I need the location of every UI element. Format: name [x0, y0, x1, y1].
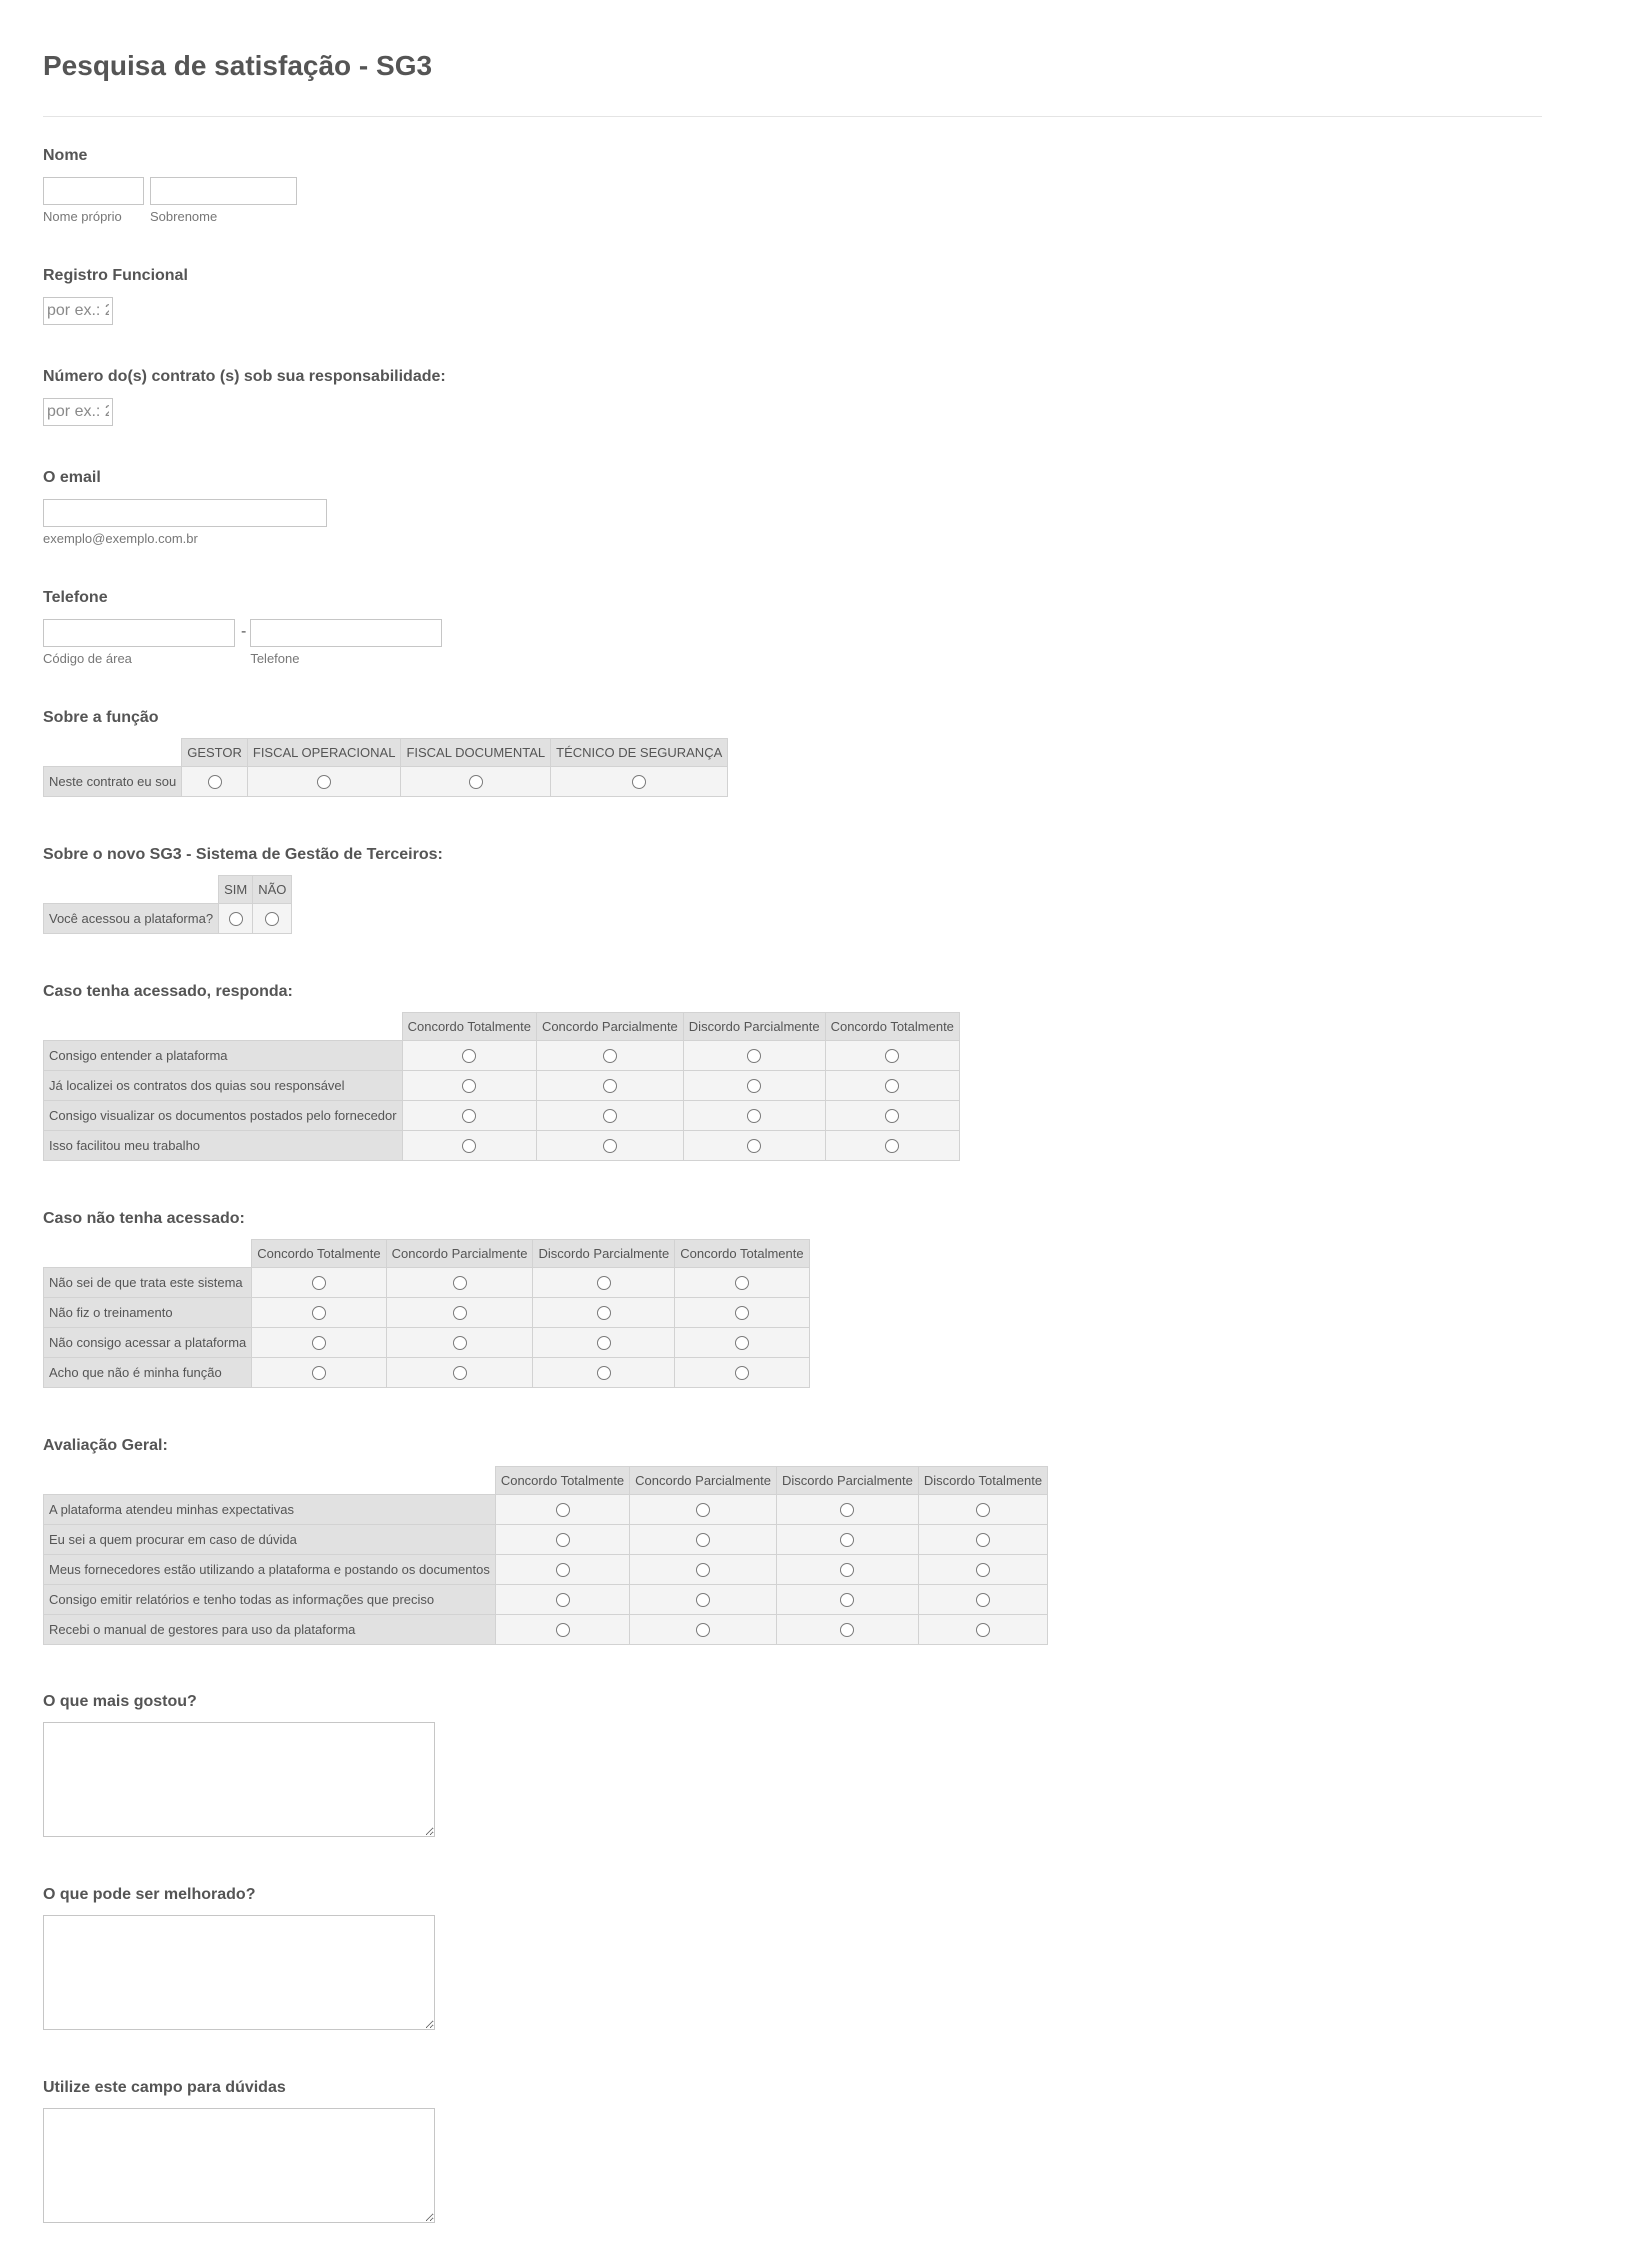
- radio-button[interactable]: [462, 1049, 476, 1063]
- matrix-row-label: Recebi o manual de gestores para uso da plataforma: [44, 1615, 496, 1645]
- question-telefone: [43, 588, 1585, 666]
- matrix-cell: [252, 1328, 386, 1358]
- matrix-cell: [253, 904, 292, 934]
- matrix-cell: [536, 1101, 683, 1131]
- radio-button[interactable]: [453, 1366, 467, 1380]
- matrix-corner: [44, 1240, 252, 1268]
- matrix-cell: [401, 767, 551, 797]
- matrix-cell: [533, 1268, 675, 1298]
- matrix-row: [44, 1555, 1048, 1585]
- question-label: Caso tenha acessado, responda:: [43, 983, 293, 1000]
- matrix-cell: [918, 1555, 1047, 1585]
- question-label: Sobre o novo SG3 - Sistema de Gestão de Terceiros:: [43, 846, 443, 863]
- question-nao-acessado: [43, 1209, 1585, 1388]
- matrix-row-label: Isso facilitou meu trabalho: [44, 1131, 403, 1161]
- matrix-corner: [44, 1467, 496, 1495]
- matrix-column-header: Concordo Parcialmente: [386, 1240, 533, 1268]
- radio-button[interactable]: [976, 1563, 990, 1577]
- question-label: Nome: [43, 147, 88, 164]
- matrix-cell: [402, 1071, 536, 1101]
- phone-row: [43, 619, 1585, 666]
- radio-button[interactable]: [312, 1366, 326, 1380]
- radio-button[interactable]: [632, 775, 646, 789]
- matrix-cell: [536, 1071, 683, 1101]
- first-name-sublabel: Nome próprio: [43, 209, 122, 224]
- registro-input[interactable]: [43, 297, 113, 325]
- matrix-corner: [44, 876, 219, 904]
- matrix-cell: [386, 1268, 533, 1298]
- radio-button[interactable]: [735, 1366, 749, 1380]
- radio-button[interactable]: [603, 1049, 617, 1063]
- radio-button[interactable]: [885, 1049, 899, 1063]
- matrix-row-label: Neste contrato eu sou: [44, 767, 182, 797]
- matrix-cell: [777, 1555, 919, 1585]
- matrix-row-label: Consigo visualizar os documentos postados pelo fornecedor: [44, 1101, 403, 1131]
- duvidas-textarea[interactable]: [43, 2108, 435, 2223]
- question-contrato: [43, 367, 1585, 426]
- registro-group: [43, 297, 113, 325]
- radio-button[interactable]: [462, 1139, 476, 1153]
- matrix-cell: [825, 1041, 959, 1071]
- radio-button[interactable]: [597, 1276, 611, 1290]
- matrix-row: [44, 1495, 1048, 1525]
- matrix-column-header: TÉCNICO DE SEGURANÇA: [551, 739, 728, 767]
- radio-button[interactable]: [469, 775, 483, 789]
- matrix-column-header: Discordo Totalmente: [918, 1467, 1047, 1495]
- question-acessado: [43, 982, 1585, 1161]
- matrix-row: [44, 1298, 810, 1328]
- matrix-cell: [683, 1131, 825, 1161]
- matrix-column-header: FISCAL DOCUMENTAL: [401, 739, 551, 767]
- matrix-row: [44, 1041, 960, 1071]
- question-label: Avaliação Geral:: [43, 1437, 168, 1454]
- matrix-row-label: Já localizei os contratos dos quias sou responsável: [44, 1071, 403, 1101]
- question-melhorado: [43, 1885, 1585, 2030]
- question-label: Utilize este campo para dúvidas: [43, 2079, 286, 2096]
- last-name-sublabel: Sobrenome: [150, 209, 218, 224]
- contrato-input[interactable]: [43, 398, 113, 426]
- matrix-cell: [495, 1525, 629, 1555]
- matrix-cell: [252, 1298, 386, 1328]
- matrix-cell: [683, 1041, 825, 1071]
- matrix-cell: [777, 1615, 919, 1645]
- question-gostou: [43, 1692, 1585, 1837]
- question-label: Sobre a função: [43, 709, 159, 726]
- matrix-cell: [683, 1101, 825, 1131]
- question-label: Número do(s) contrato (s) sob sua responsabilidade:: [43, 368, 446, 385]
- radio-button[interactable]: [840, 1623, 854, 1637]
- matrix-cell: [386, 1298, 533, 1328]
- phone-separator: -: [241, 623, 247, 640]
- matrix-cell: [495, 1555, 629, 1585]
- radio-button[interactable]: [453, 1336, 467, 1350]
- matrix-row: [44, 1101, 960, 1131]
- matrix-cell: [402, 1131, 536, 1161]
- matrix-column-header: FISCAL OPERACIONAL: [247, 739, 401, 767]
- radio-button[interactable]: [556, 1593, 570, 1607]
- question-duvidas: [43, 2078, 1585, 2223]
- email-row: [43, 499, 1585, 546]
- last-name-group: [150, 177, 297, 224]
- email-input[interactable]: [43, 499, 327, 527]
- matrix-cell: [551, 767, 728, 797]
- gostou-textarea[interactable]: [43, 1722, 435, 1837]
- question-registro: [43, 266, 1585, 325]
- phone-number-sublabel: Telefone: [250, 651, 300, 666]
- matrix-cell: [533, 1328, 675, 1358]
- question-funcao: [43, 708, 1585, 797]
- matrix-cell: [825, 1131, 959, 1161]
- matrix-cell: [777, 1495, 919, 1525]
- radio-button[interactable]: [603, 1079, 617, 1093]
- radio-button[interactable]: [696, 1563, 710, 1577]
- matrix-corner: [44, 739, 182, 767]
- question-label: O que mais gostou?: [43, 1693, 197, 1710]
- matrix-row-label: Você acessou a plataforma?: [44, 904, 219, 934]
- radio-button[interactable]: [840, 1533, 854, 1547]
- matrix-column-header: SIM: [219, 876, 253, 904]
- matrix-cell: [252, 1268, 386, 1298]
- registro-row: [43, 297, 1585, 325]
- radio-button[interactable]: [603, 1109, 617, 1123]
- matrix-row: [44, 1328, 810, 1358]
- last-name-input[interactable]: [150, 177, 297, 205]
- radio-button[interactable]: [976, 1503, 990, 1517]
- radio-button[interactable]: [556, 1503, 570, 1517]
- matrix-column-header: Concordo Totalmente: [675, 1240, 809, 1268]
- matrix-row: [44, 1268, 810, 1298]
- email-sublabel: exemplo@exemplo.com.br: [43, 531, 198, 546]
- radio-button[interactable]: [265, 912, 279, 926]
- matrix-cell: [252, 1358, 386, 1388]
- radio-button[interactable]: [840, 1563, 854, 1577]
- matrix-cell: [918, 1615, 1047, 1645]
- radio-button[interactable]: [885, 1139, 899, 1153]
- radio-button[interactable]: [556, 1533, 570, 1547]
- radio-button[interactable]: [317, 775, 331, 789]
- radio-button[interactable]: [696, 1503, 710, 1517]
- radio-button[interactable]: [735, 1276, 749, 1290]
- radio-button[interactable]: [696, 1623, 710, 1637]
- matrix-cell: [825, 1101, 959, 1131]
- radio-button[interactable]: [840, 1593, 854, 1607]
- radio-button[interactable]: [462, 1109, 476, 1123]
- radio-button[interactable]: [840, 1503, 854, 1517]
- matrix-row: [44, 1615, 1048, 1645]
- matrix-cell: [386, 1358, 533, 1388]
- matrix-cell: [495, 1615, 629, 1645]
- question-nome: [43, 146, 1585, 224]
- radio-button[interactable]: [747, 1109, 761, 1123]
- question-sg3: [43, 845, 1585, 934]
- matrix-cell: [825, 1071, 959, 1101]
- matrix-cell: [630, 1585, 777, 1615]
- name-fields: [43, 177, 1585, 224]
- matrix-cell: [777, 1525, 919, 1555]
- matrix-column-header: Concordo Parcialmente: [630, 1467, 777, 1495]
- matrix-cell: [675, 1268, 809, 1298]
- matrix-row: [44, 1131, 960, 1161]
- nao-acessado-matrix: [43, 1239, 810, 1388]
- matrix-cell: [247, 767, 401, 797]
- radio-button[interactable]: [976, 1533, 990, 1547]
- matrix-cell: [675, 1358, 809, 1388]
- matrix-cell: [777, 1585, 919, 1615]
- matrix-cell: [918, 1495, 1047, 1525]
- matrix-cell: [533, 1358, 675, 1388]
- radio-button[interactable]: [696, 1533, 710, 1547]
- radio-button[interactable]: [312, 1306, 326, 1320]
- radio-button[interactable]: [312, 1276, 326, 1290]
- phone-number-group: [250, 619, 442, 666]
- matrix-column-header: GESTOR: [182, 739, 248, 767]
- radio-button[interactable]: [735, 1306, 749, 1320]
- matrix-row-label: Meus fornecedores estão utilizando a plataforma e postando os documentos: [44, 1555, 496, 1585]
- matrix-row-label: Consigo entender a plataforma: [44, 1041, 403, 1071]
- matrix-cell: [219, 904, 253, 934]
- radio-button[interactable]: [208, 775, 222, 789]
- radio-button[interactable]: [462, 1079, 476, 1093]
- matrix-cell: [675, 1328, 809, 1358]
- matrix-column-header: Concordo Totalmente: [402, 1013, 536, 1041]
- radio-button[interactable]: [747, 1079, 761, 1093]
- funcao-matrix: [43, 738, 728, 797]
- matrix-row-label: A plataforma atendeu minhas expectativas: [44, 1495, 496, 1525]
- matrix-column-header: Discordo Parcialmente: [683, 1013, 825, 1041]
- question-email: [43, 468, 1585, 546]
- radio-button[interactable]: [556, 1563, 570, 1577]
- matrix-column-header: Discordo Parcialmente: [777, 1467, 919, 1495]
- matrix-row-label: Consigo emitir relatórios e tenho todas as informações que preciso: [44, 1585, 496, 1615]
- phone-number-input[interactable]: [250, 619, 442, 647]
- contrato-group: [43, 398, 113, 426]
- radio-button[interactable]: [696, 1593, 710, 1607]
- area-code-group: [43, 619, 235, 666]
- radio-button[interactable]: [747, 1139, 761, 1153]
- first-name-input[interactable]: [43, 177, 144, 205]
- radio-button[interactable]: [603, 1139, 617, 1153]
- radio-button[interactable]: [556, 1623, 570, 1637]
- question-label: O que pode ser melhorado?: [43, 1886, 256, 1903]
- matrix-cell: [630, 1495, 777, 1525]
- matrix-cell: [536, 1131, 683, 1161]
- contrato-row: [43, 398, 1585, 426]
- matrix-column-header: Concordo Totalmente: [825, 1013, 959, 1041]
- matrix-cell: [630, 1525, 777, 1555]
- matrix-cell: [918, 1585, 1047, 1615]
- matrix-row: [44, 1358, 810, 1388]
- matrix-row-label: Eu sei a quem procurar em caso de dúvida: [44, 1525, 496, 1555]
- matrix-cell: [533, 1298, 675, 1328]
- matrix-cell: [495, 1495, 629, 1525]
- question-label: Telefone: [43, 589, 108, 606]
- matrix-cell: [683, 1071, 825, 1101]
- question-avaliacao: [43, 1436, 1585, 1645]
- radio-button[interactable]: [229, 912, 243, 926]
- matrix-cell: [630, 1555, 777, 1585]
- radio-button[interactable]: [312, 1336, 326, 1350]
- question-label: O email: [43, 469, 101, 486]
- radio-button[interactable]: [597, 1306, 611, 1320]
- matrix-column-header: Discordo Parcialmente: [533, 1240, 675, 1268]
- radio-button[interactable]: [453, 1276, 467, 1290]
- matrix-row: [44, 1585, 1048, 1615]
- matrix-row-label: Não consigo acessar a plataforma: [44, 1328, 252, 1358]
- radio-button[interactable]: [976, 1623, 990, 1637]
- matrix-cell: [386, 1328, 533, 1358]
- matrix-column-header: Concordo Totalmente: [252, 1240, 386, 1268]
- question-label: Registro Funcional: [43, 267, 188, 284]
- matrix-cell: [182, 767, 248, 797]
- radio-button[interactable]: [976, 1593, 990, 1607]
- matrix-cell: [402, 1041, 536, 1071]
- area-code-input[interactable]: [43, 619, 235, 647]
- matrix-column-header: NÃO: [253, 876, 292, 904]
- matrix-row-label: Acho que não é minha função: [44, 1358, 252, 1388]
- radio-button[interactable]: [885, 1079, 899, 1093]
- matrix-column-header: Concordo Parcialmente: [536, 1013, 683, 1041]
- melhorado-textarea[interactable]: [43, 1915, 435, 2030]
- matrix-row-label: Não sei de que trata este sistema: [44, 1268, 252, 1298]
- avaliacao-matrix: [43, 1466, 1048, 1645]
- radio-button[interactable]: [597, 1366, 611, 1380]
- radio-button[interactable]: [747, 1049, 761, 1063]
- matrix-cell: [495, 1585, 629, 1615]
- matrix-corner: [44, 1013, 403, 1041]
- first-name-group: [43, 177, 144, 224]
- matrix-row: [44, 1071, 960, 1101]
- matrix-cell: [675, 1298, 809, 1328]
- matrix-cell: [536, 1041, 683, 1071]
- acessado-matrix: [43, 1012, 960, 1161]
- header-divider: [43, 116, 1542, 117]
- matrix-row-label: Não fiz o treinamento: [44, 1298, 252, 1328]
- sg3-matrix: [43, 875, 292, 934]
- question-label: Caso não tenha acessado:: [43, 1210, 245, 1227]
- radio-button[interactable]: [735, 1336, 749, 1350]
- matrix-row: [44, 767, 728, 797]
- radio-button[interactable]: [453, 1306, 467, 1320]
- matrix-cell: [630, 1615, 777, 1645]
- matrix-cell: [402, 1101, 536, 1131]
- form-title: Pesquisa de satisfação - SG3: [43, 50, 433, 81]
- matrix-column-header: Concordo Totalmente: [495, 1467, 629, 1495]
- matrix-row: [44, 904, 292, 934]
- email-group: [43, 499, 327, 546]
- radio-button[interactable]: [597, 1336, 611, 1350]
- matrix-cell: [918, 1525, 1047, 1555]
- radio-button[interactable]: [885, 1109, 899, 1123]
- area-code-sublabel: Código de área: [43, 651, 132, 666]
- matrix-row: [44, 1525, 1048, 1555]
